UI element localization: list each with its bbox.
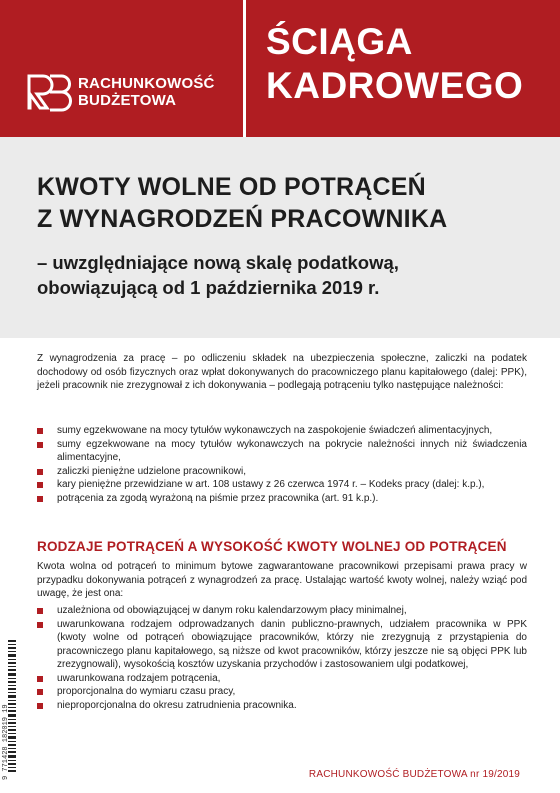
publisher-logo bbox=[26, 72, 215, 112]
title-line-1: KWOTY WOLNE OD POTRĄCEŃ bbox=[37, 173, 426, 201]
barcode-number: 9 771428 182019 19 bbox=[2, 704, 10, 780]
bullet-icon bbox=[37, 689, 43, 695]
list-item: uwarunkowana rodzajem odprowadzanych danin publiczno-prawnych, udziałem pracownika w PPK (kwoty wolne od potrąceń obowiązujące pracowników, którzy nie zrezygnują z przystąpienia do pracowniczego planu kapitałowego, są niższe od kwot pracowników, którzy jeszcze nie są objęci PPK lub zrezygnowali), wysokością kosztów uzyskania przychodów i zastosowaniem ulgi podatkowej, bbox=[37, 618, 527, 672]
subtitle-line-2: obowiązującą od 1 października 2019 r. bbox=[37, 277, 380, 298]
series-title-line-2: KADROWEGO bbox=[266, 65, 524, 106]
list-item: potrącenia za zgodą wyrażoną na piśmie przez pracownika (art. 91 k.p.). bbox=[37, 492, 527, 506]
series-title-line-1: ŚCIĄGA bbox=[266, 21, 413, 62]
deductions-list-container bbox=[37, 424, 527, 505]
bullet-icon bbox=[37, 608, 43, 614]
section-intro: Kwota wolna od potrąceń to minimum bytowe zagwarantowane pracownikowi przepisami prawa pracy w przypadku dokonywania potrąceń z wynagrodzeń za pracę. Ustalając wartość kwoty wolnej, należy wziąć pod uwagę, że jest ona: bbox=[37, 561, 527, 599]
title-line-2: Z WYNAGRODZEŃ PRACOWNIKA bbox=[37, 205, 448, 233]
section-list-container bbox=[37, 604, 527, 712]
bullet-icon bbox=[37, 703, 43, 709]
bullet-icon bbox=[37, 676, 43, 682]
list-item: uzależniona od obowiązującej w danym roku kalendarzowym płacy minimalnej, bbox=[37, 604, 527, 618]
series-title bbox=[266, 20, 523, 108]
rb-logo-icon bbox=[26, 72, 72, 112]
intro-paragraph: Z wynagrodzenia za pracę – po odliczeniu składek na ubezpieczenia społeczne, zaliczki na podatek dochodowy od osób fizycznych oraz wpłat dokonywanych do pracowniczego planu kapitałowego (dalej: PPK), jeżeli pracownik nie zrezygnował z ich dokonywania – podlegają potrąceniu tylko następujące należności: bbox=[37, 353, 527, 391]
list-item: kary pieniężne przewidziane w art. 108 ustawy z 26 czerwca 1974 r. – Kodeks pracy (dalej: k.p.), bbox=[37, 478, 527, 492]
logo-line-2: BUDŻETOWA bbox=[78, 92, 177, 109]
list-item: zaliczki pieniężne udzielone pracownikowi, bbox=[37, 465, 527, 479]
list-item: nieproporcjonalna do okresu zatrudnienia pracownika. bbox=[37, 699, 527, 713]
list-item: sumy egzekwowane na mocy tytułów wykonawczych na zaspokojenie świadczeń alimentacyjnych, bbox=[37, 424, 527, 438]
section-heading: RODZAJE POTRĄCEŃ A WYSOKOŚĆ KWOTY WOLNEJ OD POTRĄCEŃ bbox=[37, 539, 507, 554]
logo-line-1: RACHUNKOWOŚĆ bbox=[78, 75, 215, 92]
title-band bbox=[0, 137, 560, 338]
bullet-icon bbox=[37, 469, 43, 475]
list-item: proporcjonalna do wymiaru czasu pracy, bbox=[37, 685, 527, 699]
bullet-icon bbox=[37, 428, 43, 434]
bullet-icon bbox=[37, 622, 43, 628]
bullet-icon bbox=[37, 482, 43, 488]
bullet-icon bbox=[37, 496, 43, 502]
list-item: sumy egzekwowane na mocy tytułów wykonawczych na pokrycie należności innych niż świadczenia alimentacyjne, bbox=[37, 438, 527, 465]
document-subtitle bbox=[37, 250, 547, 300]
header-divider bbox=[243, 0, 246, 137]
deductions-list bbox=[37, 424, 527, 505]
footer-publication: RACHUNKOWOŚĆ BUDŻETOWA nr 19/2019 bbox=[308, 769, 520, 780]
subtitle-line-1: – uwzględniające nową skalę podatkową, bbox=[37, 252, 399, 273]
section-list bbox=[37, 604, 527, 712]
document-title bbox=[37, 171, 547, 235]
header-banner bbox=[0, 0, 560, 137]
bullet-icon bbox=[37, 442, 43, 448]
list-item: uwarunkowana rodzajem potrącenia, bbox=[37, 672, 527, 686]
